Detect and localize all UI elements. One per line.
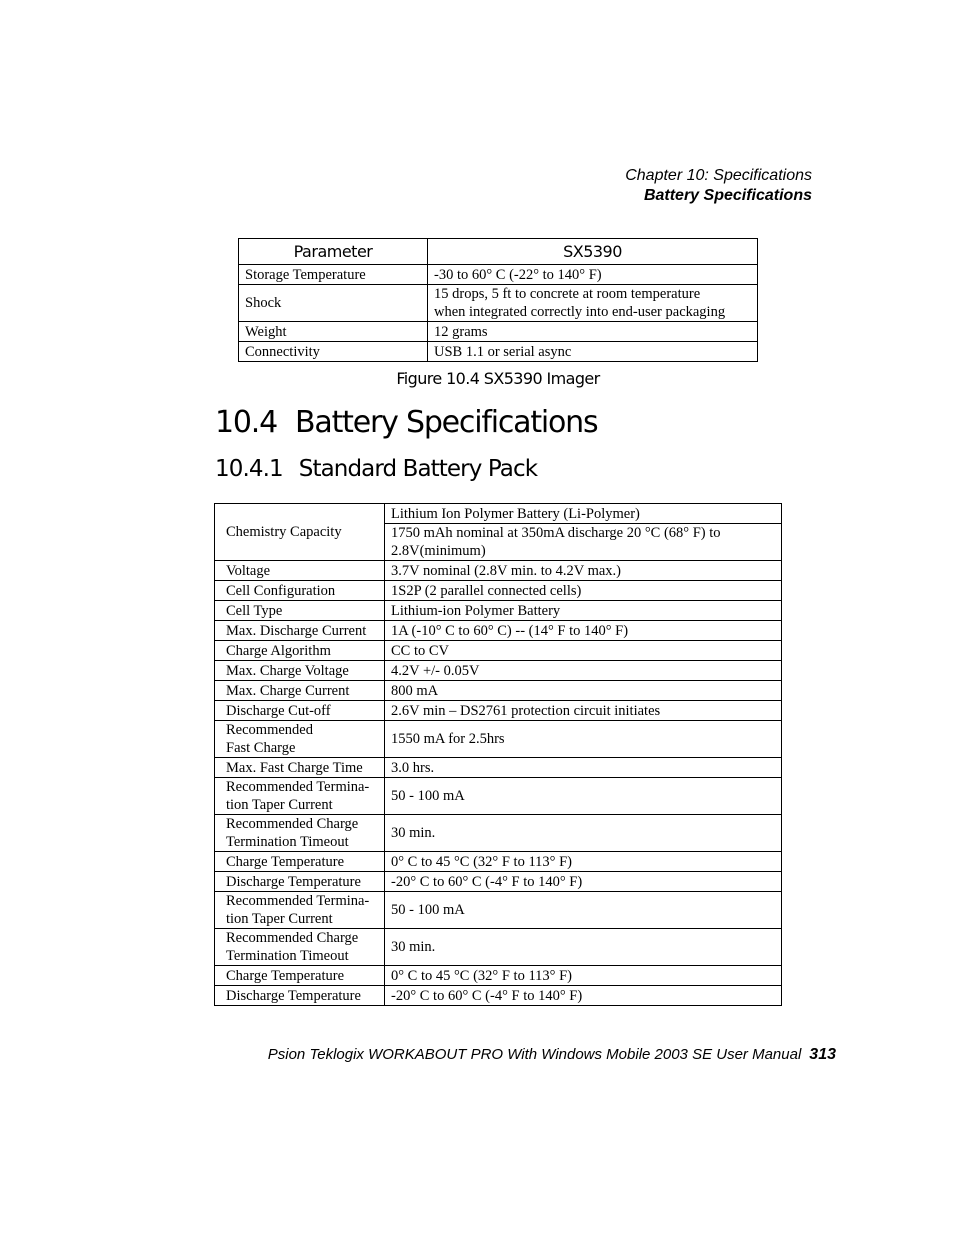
value-text: 1750 mAh nominal at 350mA discharge 20 °C (68° F) to (391, 525, 721, 541)
subsection-heading (215, 456, 537, 482)
value-cell (385, 601, 782, 621)
label-text: Charge Temperature (226, 967, 345, 984)
value-cell (385, 681, 782, 701)
value-text: -20° C to 60° C (-4° F to 140° F) (391, 873, 583, 890)
table-row (215, 641, 782, 661)
footer-title: Psion Teklogix WORKABOUT PRO With Windows Mobile 2003 SE User Manual (267, 1046, 802, 1063)
label-text: Discharge Temperature (226, 873, 361, 890)
table-row (215, 815, 782, 852)
parameter-label: Weight (245, 323, 287, 340)
value-cell (385, 701, 782, 721)
page-footer (268, 1046, 836, 1064)
parameter-cell (239, 265, 428, 285)
value-text: 12 grams (434, 323, 488, 340)
label-text: Voltage (226, 562, 271, 579)
label-text: Charge Temperature (226, 853, 345, 870)
value-text: -20° C to 60° C (-4° F to 140° F) (391, 987, 583, 1004)
table-row (239, 322, 758, 342)
label-text: Max. Charge Voltage (226, 662, 349, 679)
label-cell (215, 661, 385, 681)
label-text: Charge Algorithm (226, 642, 331, 659)
value-text: 30 min. (391, 939, 436, 955)
parameter-cell (239, 322, 428, 342)
label-cell (215, 504, 385, 561)
value-cell (385, 986, 782, 1006)
table-row (239, 265, 758, 285)
table-row (215, 892, 782, 929)
value-text: 1S2P (2 parallel connected cells) (391, 582, 582, 599)
table-row (215, 504, 782, 524)
label-text: Max. Discharge Current (226, 622, 367, 639)
table-row (215, 758, 782, 778)
label-cell (215, 601, 385, 621)
value-cell (385, 778, 782, 815)
value-text: 800 mA (391, 682, 439, 699)
label-cell (215, 641, 385, 661)
value-text: -30 to 60° C (-22° to 140° F) (434, 266, 602, 283)
label-text: Max. Fast Charge Time (226, 759, 363, 776)
table-row (215, 966, 782, 986)
table-row (215, 778, 782, 815)
label-text: Discharge Cut-off (226, 702, 331, 719)
column-header-sx5390: SX5390 (428, 239, 758, 265)
value-cell (428, 265, 758, 285)
value-text: 50 - 100 mA (391, 902, 465, 918)
value-cell (385, 621, 782, 641)
label-cell (215, 892, 385, 929)
label-text: tion Taper Current (226, 797, 333, 813)
value-cell (385, 661, 782, 681)
label-text: Cell Type (226, 602, 283, 619)
value-cell (385, 641, 782, 661)
label-cell (215, 758, 385, 778)
label-cell (215, 986, 385, 1006)
label-text: Termination Timeout (226, 948, 349, 964)
value-text: 3.7V nominal (2.8V min. to 4.2V max.) (391, 562, 621, 579)
table-row (215, 581, 782, 601)
value-cell (385, 721, 782, 758)
label-text: Chemistry Capacity (226, 524, 342, 540)
label-text: Recommended Charge (226, 930, 359, 946)
table-row (239, 342, 758, 362)
label-text: Fast Charge (226, 740, 296, 756)
value-text: 1550 mA for 2.5hrs (391, 731, 505, 747)
table-row (239, 285, 758, 322)
value-text: 50 - 100 mA (391, 788, 465, 804)
parameter-label: Storage Temperature (245, 266, 366, 283)
section-title: Battery Specifications (295, 405, 598, 440)
value-text: Lithium-ion Polymer Battery (391, 602, 561, 619)
table-row (215, 852, 782, 872)
value-text: 4.2V +/- 0.05V (391, 662, 480, 679)
label-text: Cell Configuration (226, 582, 336, 599)
value-cell (428, 322, 758, 342)
label-text: Recommended (226, 722, 313, 738)
value-cell (385, 561, 782, 581)
label-cell (215, 815, 385, 852)
value-cell (428, 285, 758, 322)
table-row (215, 601, 782, 621)
label-cell (215, 778, 385, 815)
value-text: 2.6V min – DS2761 protection circuit initiates (391, 702, 661, 719)
value-cell (385, 852, 782, 872)
table-row (215, 621, 782, 641)
value-cell (385, 929, 782, 966)
section-heading (215, 405, 597, 440)
label-text: Recommended Charge (226, 816, 359, 832)
label-cell (215, 872, 385, 892)
table-row (215, 701, 782, 721)
running-header-section: Battery Specifications (643, 187, 812, 204)
label-cell (215, 561, 385, 581)
label-text: Recommended Termina- (226, 779, 370, 795)
table-header-row (239, 239, 758, 265)
value-text: 0° C to 45 °C (32° F to 113° F) (391, 967, 572, 984)
table-row (215, 721, 782, 758)
label-cell (215, 621, 385, 641)
table-row (215, 872, 782, 892)
subsection-title: Standard Battery Pack (298, 456, 538, 482)
label-text: Max. Charge Current (226, 682, 350, 699)
value-text: 30 min. (391, 825, 436, 841)
value-text: when integrated correctly into end-user packaging (434, 304, 726, 320)
value-text: USB 1.1 or serial async (434, 343, 572, 360)
label-cell (215, 852, 385, 872)
page-number: 313 (809, 1046, 836, 1063)
table-row (215, 661, 782, 681)
battery-spec-table (214, 503, 782, 1006)
value-cell (385, 758, 782, 778)
value-text: 1A (-10° C to 60° C) -- (14° F to 140° F) (391, 622, 629, 639)
value-text: 3.0 hrs. (391, 759, 435, 776)
imager-spec-table (238, 238, 758, 362)
value-text: CC to CV (391, 642, 450, 659)
column-header-parameter: Parameter (239, 239, 428, 265)
value-cell (428, 342, 758, 362)
table-row (215, 986, 782, 1006)
running-header-chapter: Chapter 10: Specifications (625, 167, 812, 184)
value-cell (385, 872, 782, 892)
value-cell (385, 524, 782, 561)
label-cell (215, 581, 385, 601)
table-row (215, 561, 782, 581)
value-cell (385, 504, 782, 524)
table-row (215, 929, 782, 966)
label-cell (215, 966, 385, 986)
label-cell (215, 721, 385, 758)
value-cell (385, 581, 782, 601)
label-text: Recommended Termina- (226, 893, 370, 909)
parameter-cell (239, 285, 428, 322)
section-number: 10.4 (215, 405, 277, 440)
value-cell (385, 815, 782, 852)
subsection-number: 10.4.1 (215, 456, 283, 482)
value-text: 2.8V(minimum) (391, 543, 486, 559)
value-cell (385, 892, 782, 929)
label-cell (215, 929, 385, 966)
value-text: 15 drops, 5 ft to concrete at room temperature (434, 286, 701, 302)
value-cell (385, 966, 782, 986)
parameter-label: Shock (245, 295, 282, 311)
value-text: Lithium Ion Polymer Battery (Li-Polymer) (391, 505, 640, 522)
label-cell (215, 681, 385, 701)
figure-caption: Figure 10.4 SX5390 Imager (396, 369, 600, 388)
value-text: 0° C to 45 °C (32° F to 113° F) (391, 853, 572, 870)
label-cell (215, 701, 385, 721)
parameter-label: Connectivity (245, 343, 320, 360)
parameter-cell (239, 342, 428, 362)
label-text: tion Taper Current (226, 911, 333, 927)
label-text: Termination Timeout (226, 834, 349, 850)
label-text: Discharge Temperature (226, 987, 361, 1004)
table-row (215, 681, 782, 701)
